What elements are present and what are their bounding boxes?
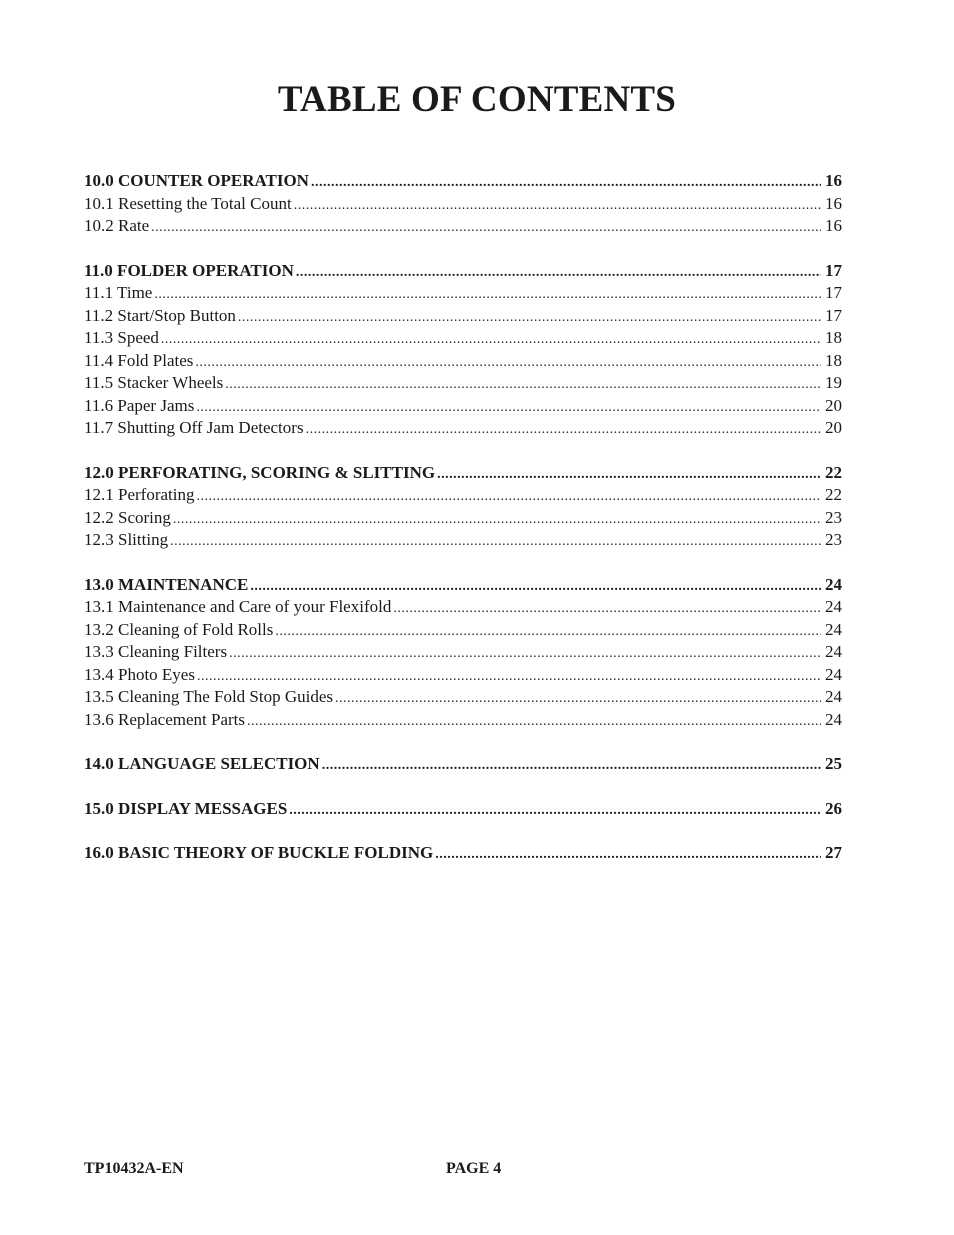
dot-leader	[151, 217, 821, 238]
toc-entry-label: 11.3 Speed	[84, 328, 159, 347]
toc-heading-label: 10.0 COUNTER OPERATION	[84, 171, 309, 190]
toc-page-number: 24	[825, 664, 842, 684]
toc-section	[84, 170, 842, 238]
dot-leader	[195, 352, 821, 373]
toc-entry-label: 12.1 Perforating	[84, 485, 195, 504]
toc-heading-label: 15.0 DISPLAY MESSAGES	[84, 798, 288, 818]
toc-entry[interactable]	[84, 327, 842, 350]
toc-entry[interactable]	[84, 305, 842, 328]
toc-entry[interactable]	[84, 709, 842, 732]
dot-leader	[196, 486, 821, 507]
dot-leader	[250, 576, 821, 597]
toc-heading-label: 12.0 PERFORATING, SCORING & SLITTING	[84, 462, 436, 482]
dot-leader	[170, 531, 821, 552]
toc-page-number: 18	[825, 350, 842, 370]
dot-leader	[173, 509, 821, 530]
dot-leader	[238, 307, 821, 328]
dot-leader	[435, 844, 821, 865]
toc-entry-label: 11.2 Start/Stop Button	[84, 305, 236, 325]
toc-entry-label: 12.2 Scoring	[84, 507, 171, 527]
toc-entry[interactable]	[84, 484, 842, 507]
toc-entry-label: 13.3 Cleaning Filters	[84, 642, 228, 661]
toc-page-number: 25	[825, 754, 842, 773]
toc-page-number: 16	[825, 171, 842, 190]
dot-leader	[335, 688, 821, 709]
toc-entry[interactable]	[84, 596, 842, 619]
dot-leader	[196, 397, 821, 418]
dot-leader	[322, 755, 821, 776]
dot-leader	[393, 598, 821, 619]
toc-section-heading[interactable]	[84, 170, 842, 193]
toc-entry-label: 10.1 Resetting the Total Count	[84, 193, 292, 213]
toc-heading-label: 16.0 BASIC THEORY OF BUCKLE FOLDING	[84, 843, 434, 862]
table-of-contents	[84, 170, 842, 887]
toc-page-number: 23	[825, 530, 842, 549]
toc-page-number: 24	[825, 619, 842, 639]
toc-entry[interactable]	[84, 372, 842, 395]
dot-leader	[289, 800, 821, 821]
toc-heading-label: 13.0 MAINTENANCE	[84, 574, 249, 594]
toc-page-number: 22	[825, 462, 842, 482]
toc-section-heading[interactable]	[84, 260, 842, 283]
toc-page-number: 17	[825, 260, 842, 280]
toc-heading-label: 14.0 LANGUAGE SELECTION	[84, 754, 320, 773]
toc-section-heading[interactable]	[84, 462, 842, 485]
dot-leader	[437, 464, 821, 485]
toc-entry-label: 11.5 Stacker Wheels	[84, 373, 224, 392]
page-number: PAGE 4	[446, 1160, 502, 1177]
dot-leader	[275, 621, 821, 642]
dot-leader	[229, 643, 821, 664]
toc-page-number: 23	[825, 507, 842, 527]
dot-leader	[296, 262, 821, 283]
toc-entry[interactable]	[84, 282, 842, 305]
toc-entry-label: 13.6 Replacement Parts	[84, 709, 245, 729]
toc-page-number: 22	[825, 485, 842, 504]
toc-entry[interactable]	[84, 417, 842, 440]
toc-page-number: 16	[825, 216, 842, 235]
toc-entry[interactable]	[84, 686, 842, 709]
dot-leader	[161, 329, 821, 350]
dot-leader	[294, 195, 821, 216]
toc-entry-label: 11.6 Paper Jams	[84, 395, 195, 415]
toc-section	[84, 574, 842, 732]
toc-section-heading[interactable]	[84, 753, 842, 776]
dot-leader	[225, 374, 821, 395]
toc-entry[interactable]	[84, 215, 842, 238]
toc-entry-label: 13.4 Photo Eyes	[84, 664, 195, 684]
toc-section	[84, 462, 842, 552]
toc-entry-label: 13.2 Cleaning of Fold Rolls	[84, 619, 274, 639]
toc-entry[interactable]	[84, 664, 842, 687]
toc-entry-label: 11.7 Shutting Off Jam Detectors	[84, 418, 304, 437]
dot-leader	[311, 172, 821, 193]
toc-page-number: 16	[825, 193, 842, 213]
toc-section-heading[interactable]	[84, 842, 842, 865]
toc-section-heading[interactable]	[84, 574, 842, 597]
toc-page-number: 24	[825, 709, 842, 729]
toc-page-number: 24	[825, 574, 842, 594]
dot-leader	[247, 711, 821, 732]
toc-section	[84, 260, 842, 440]
toc-entry-label: 10.2 Rate	[84, 216, 150, 235]
toc-page-number: 17	[825, 283, 842, 302]
toc-section	[84, 798, 842, 821]
toc-heading-label: 11.0 FOLDER OPERATION	[84, 260, 294, 280]
toc-page-number: 27	[825, 843, 842, 862]
toc-page-number: 18	[825, 328, 842, 347]
toc-section	[84, 842, 842, 865]
toc-page-number: 24	[825, 642, 842, 661]
page-title: TABLE OF CONTENTS	[277, 79, 677, 120]
toc-entry-label: 11.1 Time	[84, 283, 153, 302]
toc-page-number: 20	[825, 395, 842, 415]
toc-page-number: 20	[825, 418, 842, 437]
toc-page-number: 19	[825, 373, 842, 392]
toc-section-heading[interactable]	[84, 798, 842, 821]
toc-page-number: 26	[825, 798, 842, 818]
toc-entry-label: 11.4 Fold Plates	[84, 350, 194, 370]
toc-entry[interactable]	[84, 507, 842, 530]
toc-entry[interactable]	[84, 350, 842, 373]
dot-leader	[306, 419, 821, 440]
toc-entry-label: 13.5 Cleaning The Fold Stop Guides	[84, 687, 334, 706]
toc-entry[interactable]	[84, 529, 842, 552]
dot-leader	[154, 284, 821, 305]
toc-entry[interactable]	[84, 619, 842, 642]
toc-entry-label: 13.1 Maintenance and Care of your Flexifold	[84, 597, 392, 616]
toc-entry[interactable]	[84, 193, 842, 216]
toc-entry[interactable]	[84, 395, 842, 418]
toc-page-number: 24	[825, 597, 842, 616]
document-number: TP10432A-EN	[84, 1160, 184, 1177]
toc-page-number: 17	[825, 305, 842, 325]
toc-entry-label: 12.3 Slitting	[84, 530, 169, 549]
dot-leader	[197, 666, 821, 687]
toc-section	[84, 753, 842, 776]
toc-page-number: 24	[825, 687, 842, 706]
toc-entry[interactable]	[84, 641, 842, 664]
